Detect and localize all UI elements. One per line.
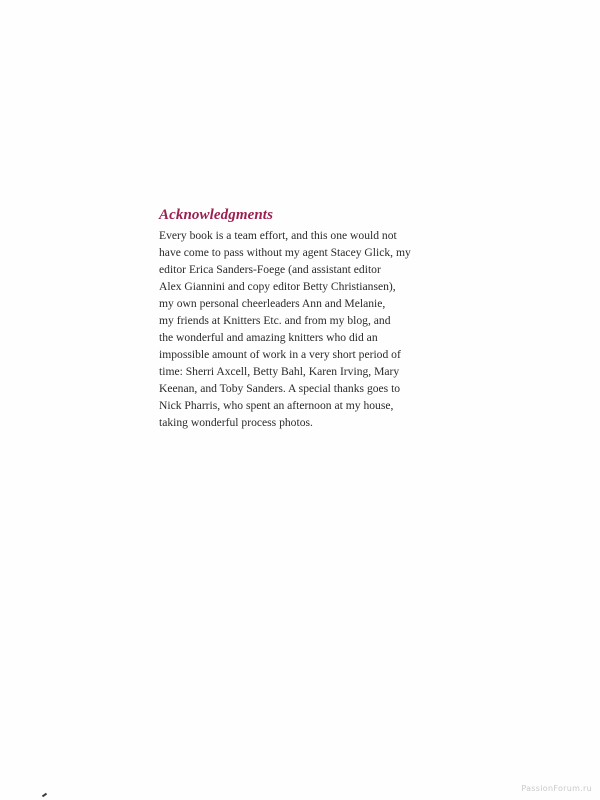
body-line: Nick Pharris, who spent an afternoon at my house,: [159, 399, 394, 412]
body-line: Every book is a team effort, and this one would not: [159, 229, 397, 242]
body-line: my friends at Knitters Etc. and from my blog, and: [159, 314, 391, 327]
body-line: editor Erica Sanders-Foege (and assistant editor: [159, 263, 381, 276]
body-line: time: Sherri Axcell, Betty Bahl, Karen Irving, Mary: [159, 365, 400, 378]
body-line: taking wonderful process photos.: [159, 416, 313, 429]
body-line: Alex Giannini and copy editor Betty Christiansen),: [159, 280, 396, 293]
acknowledgments-section: [159, 206, 429, 431]
scan-mark: [42, 793, 47, 798]
body-line: Keenan, and Toby Sanders. A special thanks goes to: [159, 382, 401, 395]
body-line: have come to pass without my agent Stacey Glick, my: [159, 246, 411, 259]
watermark: PassionForum.ru: [521, 784, 592, 793]
section-title: Acknowledgments: [159, 207, 274, 223]
section-body: [159, 227, 429, 431]
body-line: my own personal cheerleaders Ann and Melanie,: [159, 297, 386, 310]
body-line: the wonderful and amazing knitters who did an: [159, 331, 378, 344]
body-line: impossible amount of work in a very short period of: [159, 348, 401, 361]
